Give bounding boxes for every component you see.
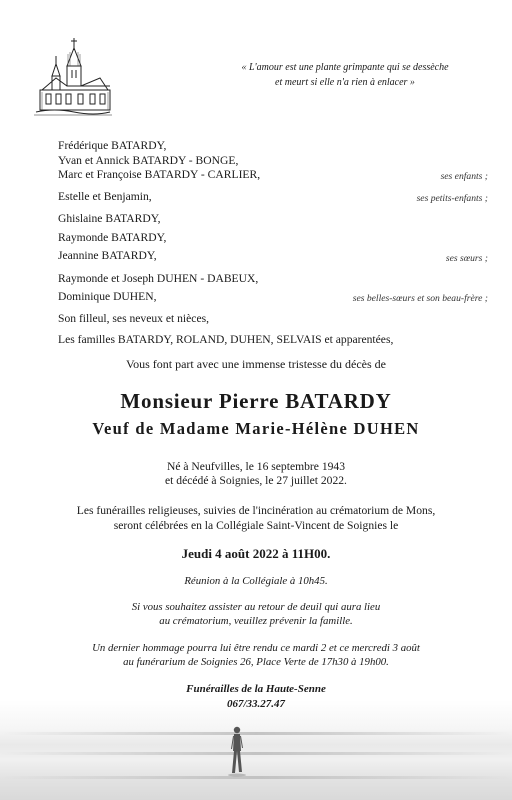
widower-line: Veuf de Madame Marie-Hélène DUHEN: [92, 419, 420, 438]
funeral-line-1: Les funérailles religieuses, suivies de l'incinération au crématorium de Mons,: [76, 504, 436, 517]
relation-label: ses sœurs ;: [445, 253, 488, 264]
relation-label: ses belles-sœurs et son beau-frère ;: [352, 293, 488, 304]
family-line: Les familles BATARDY, ROLAND, DUHEN, SELVAIS et apparentées,: [58, 333, 394, 346]
family-line: Marc et Françoise BATARDY - CARLIER,: [58, 168, 261, 181]
family-line: Ghislaine BATARDY,: [58, 212, 161, 225]
family-line: Son filleul, ses neveux et nièces,: [58, 312, 210, 325]
deceased-name: Monsieur Pierre BATARDY: [120, 389, 392, 413]
funeral-home: [0, 682, 512, 712]
family-line: Dominique DUHEN,: [58, 290, 157, 303]
hommage-line-2: au funérarium de Soignies 26, Place Verte de 17h30 à 19h00.: [123, 656, 389, 668]
reunion-info: Réunion à la Collégiale à 10h45.: [184, 575, 328, 587]
relation-label: ses enfants ;: [440, 171, 488, 182]
announcement-intro: Vous font part avec une immense tristesse du décès de: [125, 357, 387, 371]
family-line: Raymonde BATARDY,: [58, 231, 167, 244]
church-illustration: [34, 36, 112, 116]
birth-death-info: [0, 460, 512, 488]
funeral-home-name: Funérailles de la Haute-Senne: [186, 683, 326, 695]
hommage-line-1: Un dernier hommage pourra lui être rendu ce mardi 2 et ce mercredi 3 août: [92, 642, 420, 654]
retour-info: [0, 600, 512, 628]
retour-line-1: Si vous souhaitez assister au retour de deuil qui aura lieu: [131, 601, 381, 613]
retour-line-2: au crématorium, veuillez prévenir la famille.: [159, 615, 353, 627]
death-line: et décédé à Soignies, le 27 juillet 2022.: [165, 474, 347, 487]
shoreline: [0, 752, 512, 755]
family-line: Estelle et Benjamin,: [58, 190, 152, 203]
family-line: Yvan et Annick BATARDY - BONGE,: [58, 154, 239, 167]
person-walking-icon: [225, 725, 249, 777]
quote-line-2: et meurt si elle n'a rien à enlacer »: [275, 77, 415, 88]
birth-line: Né à Neufvilles, le 16 septembre 1943: [166, 460, 346, 473]
family-line: Jeannine BATARDY,: [58, 249, 157, 262]
shoreline: [0, 732, 512, 735]
funeral-info: [0, 503, 512, 533]
quote-line-1: « L'amour est une plante grimpante qui se dessèche: [241, 62, 449, 73]
hommage-info: [0, 641, 512, 669]
shoreline: [0, 776, 512, 779]
family-line: Frédérique BATARDY,: [58, 139, 167, 152]
funeral-date: Jeudi 4 août 2022 à 11H00.: [181, 546, 331, 561]
family-line: Raymonde et Joseph DUHEN - DABEUX,: [58, 272, 259, 285]
funeral-home-phone: 067/33.27.47: [226, 698, 286, 710]
funeral-line-2: seront célébrées en la Collégiale Saint-Vincent de Soignies le: [113, 519, 399, 532]
relation-label: ses petits-enfants ;: [416, 193, 488, 204]
quote-block: [215, 60, 475, 90]
beach-background: [0, 700, 512, 800]
